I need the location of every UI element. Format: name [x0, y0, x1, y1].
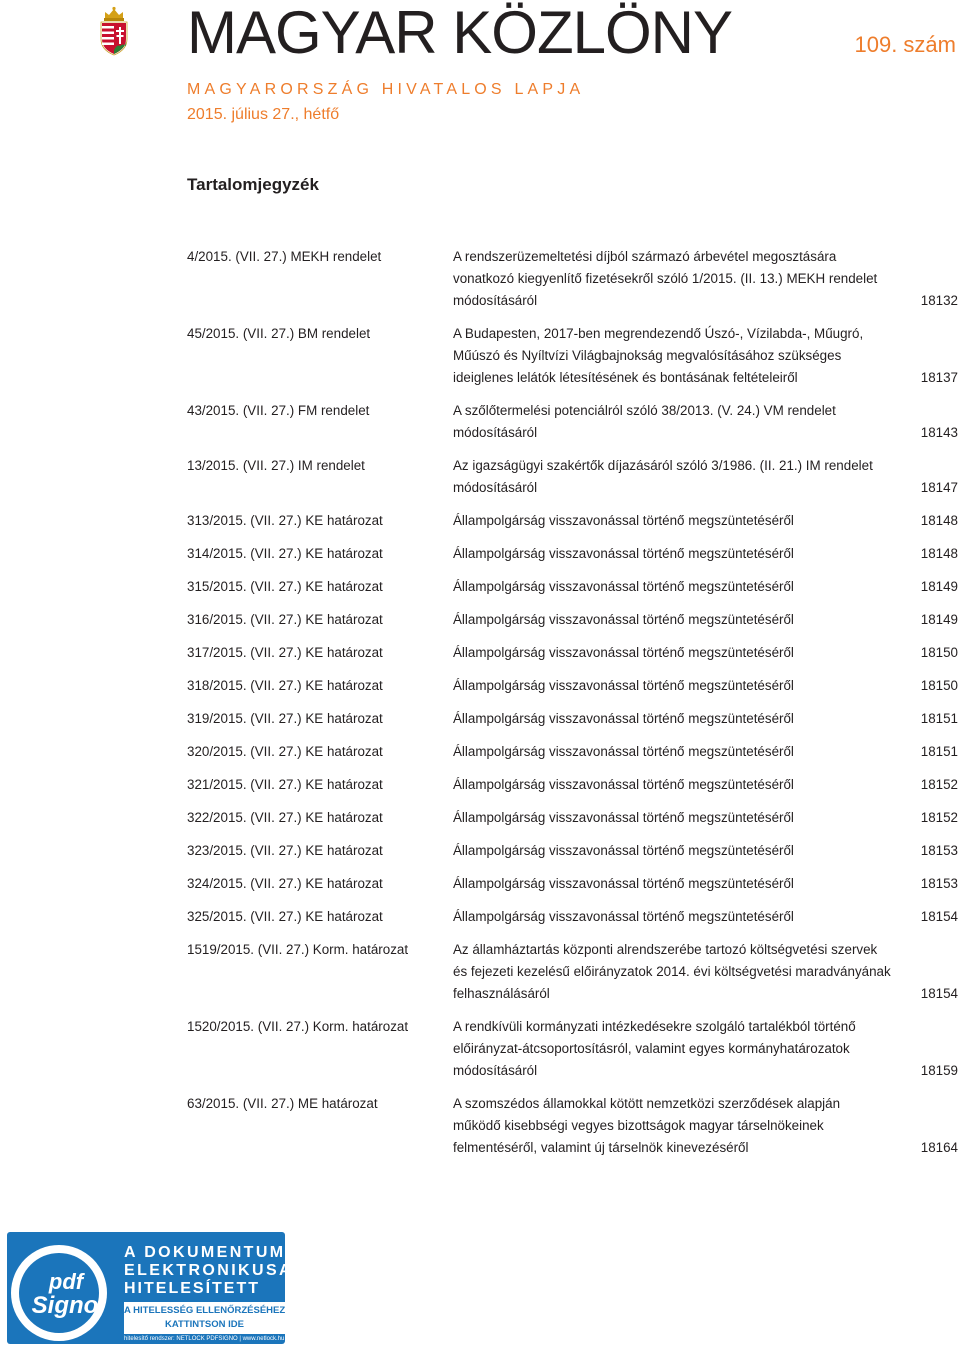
toc-entry[interactable]	[187, 807, 959, 840]
toc-entry-title-line: Állampolgárság visszavonással történő megszüntetéséről	[453, 810, 794, 825]
toc-entry-title	[453, 642, 893, 664]
toc-entry-page-number: 18151	[920, 744, 958, 759]
toc-entry-title-line: Az államháztartás központi alrendszerébe tartozó költségvetési szervek	[453, 942, 878, 957]
pdfsigno-logo-signo: Signo	[31, 1292, 99, 1319]
toc-entry-page-number: 18147	[920, 480, 958, 495]
toc-entry-title-line: Állampolgárság visszavonással történő megszüntetéséről	[453, 612, 794, 627]
toc-entry[interactable]	[187, 873, 959, 906]
toc-entry-page-number: 18148	[920, 546, 958, 561]
toc-entry-page-number: 18150	[920, 678, 958, 693]
toc-entry-title-line: Állampolgárság visszavonással történő megszüntetéséről	[453, 777, 794, 792]
toc-entry-reference: 318/2015. (VII. 27.) KE határozat	[187, 678, 383, 693]
toc-entry-title	[453, 939, 893, 1005]
toc-entry[interactable]	[187, 400, 959, 455]
toc-entry-title-line: Állampolgárság visszavonással történő megszüntetéséről	[453, 645, 794, 660]
pdfsigno-verify-badge[interactable]	[7, 1232, 307, 1344]
toc-list	[187, 246, 959, 1170]
stamp-text-line2: ELEKTRONIKUSAN	[124, 1262, 307, 1279]
toc-entry-title	[453, 576, 893, 598]
toc-entry-title-line: Az igazságügyi szakértők díjazásáról szóló 3/1986. (II. 21.) IM rendelet	[453, 458, 873, 473]
pdfsigno-logo-pdf: pdf	[48, 1269, 84, 1294]
toc-entry-title	[453, 807, 893, 829]
toc-entry-reference: 313/2015. (VII. 27.) KE határozat	[187, 513, 383, 528]
toc-entry[interactable]	[187, 939, 959, 1016]
toc-entry-title-line: módosításáról	[453, 425, 538, 440]
toc-entry-reference: 315/2015. (VII. 27.) KE határozat	[187, 579, 383, 594]
toc-entry-title	[453, 510, 893, 532]
toc-entry-reference: 1520/2015. (VII. 27.) Korm. határozat	[187, 1019, 409, 1034]
toc-entry-title-line: A rendkívüli kormányzati intézkedésekre szolgáló tartalékból történő	[453, 1019, 856, 1034]
toc-entry-page-number: 18149	[920, 612, 958, 627]
toc-entry-title	[453, 400, 893, 444]
toc-entry-page-number: 18137	[920, 370, 958, 385]
toc-entry-title-line: A rendszerüzemeltetési díjból származó árbevétel megosztására	[453, 249, 837, 264]
issue-date: 2015. július 27., hétfő	[187, 106, 340, 123]
toc-entry-title	[453, 1016, 893, 1082]
toc-entry-title	[453, 246, 893, 312]
toc-entry-title	[453, 455, 893, 499]
toc-entry-title	[453, 741, 893, 763]
toc-entry[interactable]	[187, 323, 959, 400]
toc-entry-title	[453, 609, 893, 631]
toc-entry-title-line: Állampolgárság visszavonással történő megszüntetéséről	[453, 711, 794, 726]
toc-entry-title-line: és fejezeti kezelésű előirányzatok 2014. évi költségvetési maradványának	[453, 964, 891, 979]
verify-link[interactable]	[124, 1302, 285, 1334]
toc-entry-page-number: 18143	[920, 425, 958, 440]
toc-entry-reference: 314/2015. (VII. 27.) KE határozat	[187, 546, 383, 561]
toc-entry-page-number: 18148	[920, 513, 958, 528]
stamp-text-line3: HITELESÍTETT	[124, 1280, 260, 1297]
toc-entry-reference: 325/2015. (VII. 27.) KE határozat	[187, 909, 383, 924]
toc-entry-title-line: A szőlőtermelési potenciálról szóló 38/2013. (V. 24.) VM rendelet	[453, 403, 836, 418]
toc-entry-title	[453, 543, 893, 565]
toc-entry-title-line: A Budapesten, 2017-ben megrendezendő Úszó-, Vízilabda-, Műugró,	[453, 326, 864, 341]
toc-entry-page-number: 18154	[920, 986, 958, 1001]
toc-entry-title-line: Állampolgárság visszavonással történő megszüntetéséről	[453, 678, 794, 693]
toc-entry-title	[453, 323, 893, 389]
toc-entry-title-line: vonatkozó kiegyenlítő fizetésekről szóló 1/2015. (II. 13.) MEKH rendelet	[453, 271, 878, 286]
toc-entry-page-number: 18152	[920, 777, 958, 792]
toc-entry[interactable]	[187, 906, 959, 939]
toc-entry-title	[453, 708, 893, 730]
toc-entry[interactable]	[187, 708, 959, 741]
toc-entry-reference: 320/2015. (VII. 27.) KE határozat	[187, 744, 383, 759]
toc-entry-reference: 45/2015. (VII. 27.) BM rendelet	[187, 326, 371, 341]
toc-entry-title	[453, 774, 893, 796]
toc-entry[interactable]	[187, 741, 959, 774]
toc-entry-page-number: 18150	[920, 645, 958, 660]
toc-entry-page-number: 18152	[920, 810, 958, 825]
stamp-footer: hitelesítő rendszer: NETLOCK PDFSIGNO | www.netlock.hu	[124, 1336, 285, 1342]
toc-entry-title	[453, 1093, 893, 1159]
toc-entry-title-line: Állampolgárság visszavonással történő megszüntetéséről	[453, 513, 794, 528]
toc-entry-title	[453, 675, 893, 697]
toc-entry-title-line: felhasználásáról	[453, 986, 550, 1001]
toc-entry[interactable]	[187, 642, 959, 675]
toc-entry-title-line: A szomszédos államokkal kötött nemzetközi szerződések alapján	[453, 1096, 841, 1111]
gazette-title: MAGYAR KÖZLÖNY	[187, 0, 732, 66]
toc-entry-title-line: működő kisebbségi vegyes bizottságok magyar társelnökeinek	[453, 1118, 824, 1133]
gazette-subtitle: MAGYARORSZÁG HIVATALOS LAPJA	[187, 81, 585, 98]
pdfsigno-logo	[11, 1245, 107, 1341]
toc-entry-reference: 1519/2015. (VII. 27.) Korm. határozat	[187, 942, 409, 957]
toc-entry[interactable]	[187, 455, 959, 510]
toc-entry-reference: 4/2015. (VII. 27.) MEKH rendelet	[187, 249, 382, 264]
toc-entry-title	[453, 873, 893, 895]
toc-entry-title	[453, 840, 893, 862]
toc-entry[interactable]	[187, 576, 959, 609]
toc-entry[interactable]	[187, 840, 959, 873]
toc-heading: Tartalomjegyzék	[187, 175, 319, 194]
toc-entry-title-line: felmentéséről, valamint új társelnök kinevezéséről	[453, 1140, 749, 1155]
toc-entry-reference: 63/2015. (VII. 27.) ME határozat	[187, 1096, 378, 1111]
toc-entry-title-line: Állampolgárság visszavonással történő megszüntetéséről	[453, 843, 794, 858]
toc-entry-title-line: Műúszó és Nyíltvízi Világbajnokság megvalósításához szükséges	[453, 348, 842, 363]
toc-entry-page-number: 18159	[920, 1063, 958, 1078]
toc-entry-reference: 316/2015. (VII. 27.) KE határozat	[187, 612, 383, 627]
toc-entry-reference: 321/2015. (VII. 27.) KE határozat	[187, 777, 383, 792]
toc-entry-title-line: Állampolgárság visszavonással történő megszüntetéséről	[453, 579, 794, 594]
toc-entry-page-number: 18151	[920, 711, 958, 726]
toc-entry-reference: 317/2015. (VII. 27.) KE határozat	[187, 645, 383, 660]
toc-entry-title-line: ideiglenes lelátók létesítésének és bontásának feltételeiről	[453, 370, 798, 385]
issue-number: 109. szám	[854, 32, 956, 57]
toc-entry[interactable]	[187, 1016, 959, 1093]
toc-entry-reference: 322/2015. (VII. 27.) KE határozat	[187, 810, 383, 825]
toc-entry-reference: 323/2015. (VII. 27.) KE határozat	[187, 843, 383, 858]
toc-entry-page-number: 18149	[920, 579, 958, 594]
toc-entry[interactable]	[187, 543, 959, 576]
toc-entry-page-number: 18153	[920, 876, 958, 891]
toc-entry-title-line: Állampolgárság visszavonással történő megszüntetéséről	[453, 744, 794, 759]
toc-entry[interactable]	[187, 510, 959, 543]
toc-entry[interactable]	[187, 675, 959, 708]
toc-entry-title-line: Állampolgárság visszavonással történő megszüntetéséről	[453, 546, 794, 561]
toc-entry-title-line: előirányzat-átcsoportosításról, valamint egyes kormányhatározatok	[453, 1041, 850, 1056]
toc-entry-page-number: 18164	[920, 1140, 958, 1155]
toc-entry-title	[453, 906, 893, 928]
toc-entry-page-number: 18154	[920, 909, 958, 924]
toc-entry[interactable]	[187, 246, 959, 323]
toc-entry-reference: 319/2015. (VII. 27.) KE határozat	[187, 711, 383, 726]
stamp-text-line1: A DOKUMENTUM	[124, 1244, 286, 1261]
toc-entry[interactable]	[187, 1093, 959, 1170]
verify-link-line1: A HITELESSÉG ELLENŐRZÉSÉHEZ	[124, 1305, 286, 1316]
toc-entry-title-line: módosításáról	[453, 480, 538, 495]
toc-entry-reference: 43/2015. (VII. 27.) FM rendelet	[187, 403, 370, 418]
toc-entry[interactable]	[187, 774, 959, 807]
toc-entry-title-line: módosításáról	[453, 1063, 538, 1078]
toc-entry-reference: 13/2015. (VII. 27.) IM rendelet	[187, 458, 365, 473]
verify-link-line2: KATTINTSON IDE	[165, 1319, 244, 1330]
toc-entry-title-line: Állampolgárság visszavonással történő megszüntetéséről	[453, 876, 794, 891]
toc-entry[interactable]	[187, 609, 959, 642]
toc-entry-reference: 324/2015. (VII. 27.) KE határozat	[187, 876, 383, 891]
coat-of-arms-icon	[98, 6, 130, 56]
toc-entry-title-line: Állampolgárság visszavonással történő megszüntetéséről	[453, 909, 794, 924]
toc-entry-page-number: 18132	[920, 293, 958, 308]
toc-entry-title-line: módosításáról	[453, 293, 538, 308]
toc-entry-page-number: 18153	[920, 843, 958, 858]
